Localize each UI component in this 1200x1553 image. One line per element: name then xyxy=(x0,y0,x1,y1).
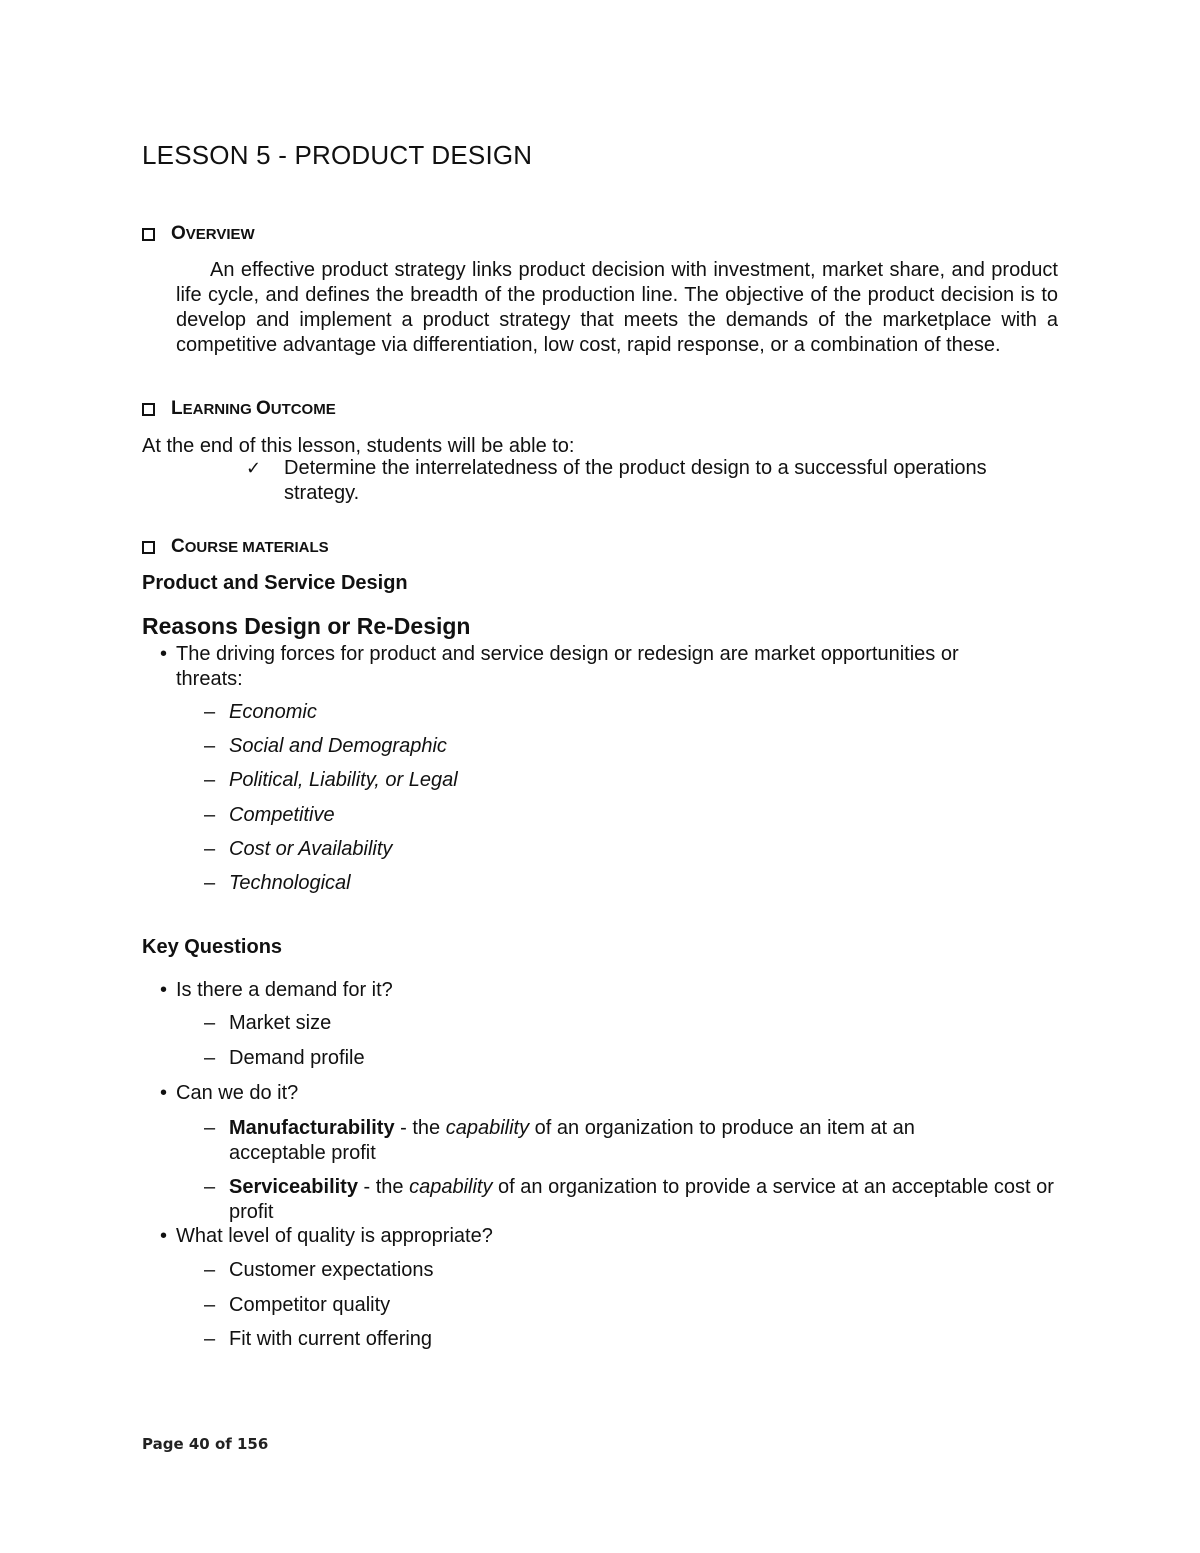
force-item: – Technological xyxy=(204,872,351,894)
learning-outcome-heading: L EARNING O UTCOME xyxy=(142,397,336,421)
question-item: – Market size xyxy=(204,1012,332,1034)
force-item: – Social and Demographic xyxy=(204,735,447,757)
question-item: – Competitor quality xyxy=(204,1294,391,1316)
checkbox-icon xyxy=(142,403,155,416)
lesson-title: LESSON 5 - PRODUCT DESIGN xyxy=(142,140,533,170)
learning-outcome-item: ✓ Determine the interrelatedness of the product design to a successful operations strategy. xyxy=(246,457,987,504)
checkbox-icon xyxy=(142,541,155,554)
force-item: – Competitive xyxy=(204,804,335,826)
overview-heading: O VERVIEW xyxy=(142,222,255,246)
force-item: – Political, Liability, or Legal xyxy=(204,769,458,791)
check-mark-icon: ✓ xyxy=(246,458,262,479)
force-item: – Economic xyxy=(204,701,317,723)
manufacturability-item: – Manufacturability - the capability of an organization to produce an item at an acceptable profit xyxy=(204,1117,915,1164)
driving-forces-bullet: • The driving forces for product and service design or redesign are market opportunities or threats: xyxy=(160,643,959,690)
key-questions-heading: Key Questions xyxy=(142,936,283,958)
course-materials-heading: C OURSE MATERIALS xyxy=(142,535,329,559)
question-bullet: • What level of quality is appropriate? xyxy=(160,1225,493,1247)
learning-outcome-intro: At the end of this lesson, students will be able to: xyxy=(142,435,575,457)
product-service-design-heading: Product and Service Design xyxy=(142,572,408,594)
checkbox-icon xyxy=(142,228,155,241)
page-number-footer: Page 40 of 156 xyxy=(142,1435,269,1453)
question-item: – Fit with current offering xyxy=(204,1328,433,1350)
question-item: – Customer expectations xyxy=(204,1259,434,1281)
serviceability-term: Serviceability xyxy=(229,1176,358,1198)
overview-paragraph: An effective product strategy links product decision with investment, market share, and product life cycle, and defines the breadth of the production line. The objective of the product decision is to develop and implement a product strategy that meets the demands of the marketplace with a competitive advantage via differentiation, low cost, rapid response, or a combination of these. xyxy=(176,259,1058,356)
question-item: – Demand profile xyxy=(204,1047,365,1069)
force-item: – Cost or Availability xyxy=(204,838,393,860)
reasons-design-heading: Reasons Design or Re-Design xyxy=(142,613,471,639)
question-bullet: • Can we do it? xyxy=(160,1082,299,1104)
manufacturability-term: Manufacturability xyxy=(229,1117,395,1139)
question-bullet: • Is there a demand for it? xyxy=(160,979,393,1001)
serviceability-item: – Serviceability - the capability of an organization to provide a service at an acceptable cost or profit xyxy=(204,1176,1054,1223)
